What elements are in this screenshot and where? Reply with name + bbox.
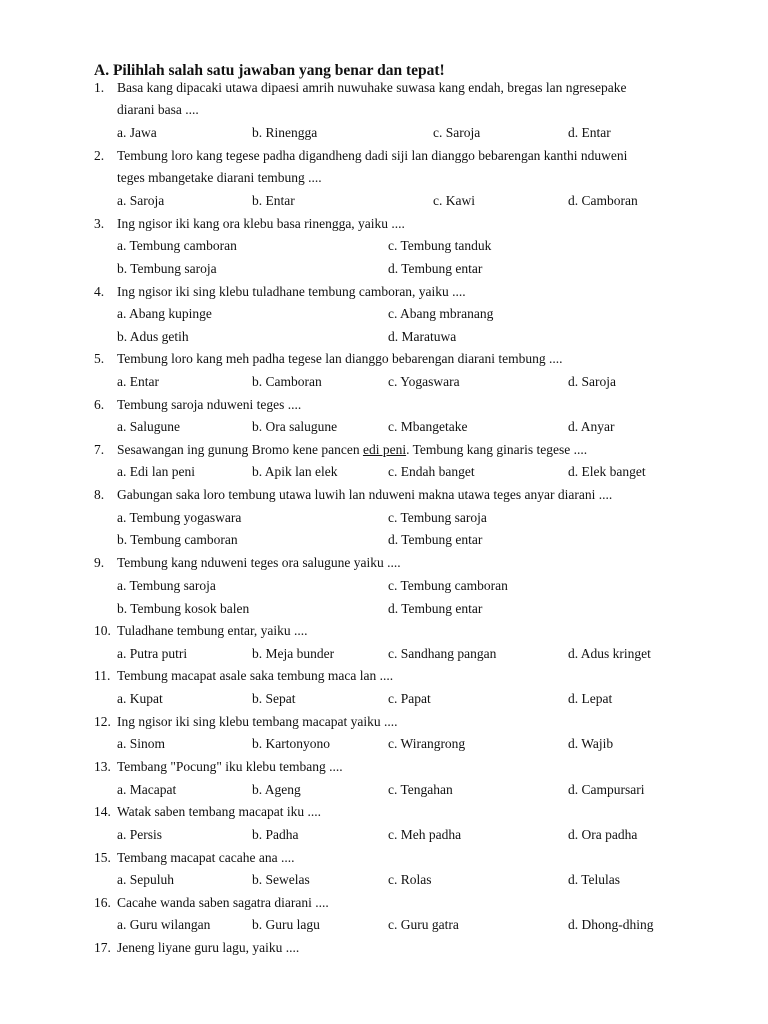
question-text: Ing ngisor iki kang ora klebu basa rinengga, yaiku .... [117, 216, 405, 231]
option-c[interactable]: c. Tembung saroja [388, 510, 487, 525]
option-b[interactable]: b. Ageng [252, 782, 301, 797]
question-text: Tembung loro kang meh padha tegese lan dianggo bebarengan diarani tembung .... [117, 351, 563, 366]
option-d[interactable]: d. Wajib [568, 736, 614, 751]
option-a[interactable]: a. Sinom [117, 736, 166, 751]
question-number: 14. [94, 804, 111, 819]
question-text: Tembung macapat asale saka tembung maca lan .... [117, 668, 394, 683]
option-a[interactable]: a. Entar [117, 374, 159, 389]
question-number: 17. [94, 940, 111, 955]
question-number: 10. [94, 623, 111, 638]
option-a[interactable]: a. Sepuluh [117, 872, 174, 887]
question-text: Watak saben tembang macapat iku .... [117, 804, 321, 819]
option-b[interactable]: b. Meja bunder [252, 646, 335, 661]
question-number: 2. [94, 148, 105, 163]
option-c[interactable]: c. Yogaswara [388, 374, 460, 389]
question-text: Ing ngisor iki sing klebu tuladhane tembung camboran, yaiku .... [117, 284, 466, 299]
question-number: 15. [94, 850, 111, 865]
question-text: Basa kang dipacaki utawa dipaesi amrih nuwuhake suwasa kang endah, bregas lan ngresepake [117, 80, 627, 95]
question-number: 6. [94, 397, 105, 412]
option-b[interactable]: b. Camboran [252, 374, 322, 389]
question-number: 16. [94, 895, 111, 910]
option-b[interactable]: b. Tembung saroja [117, 261, 217, 276]
option-b[interactable]: b. Tembung camboran [117, 532, 238, 547]
option-d[interactable]: d. Saroja [568, 374, 616, 389]
option-c[interactable]: c. Mbangetake [388, 419, 468, 434]
option-c[interactable]: c. Tengahan [388, 782, 453, 797]
option-d[interactable]: d. Tembung entar [388, 601, 483, 616]
question-number: 1. [94, 80, 105, 95]
option-a[interactable]: a. Salugune [117, 419, 180, 434]
option-b[interactable]: b. Sepat [252, 691, 296, 706]
option-b[interactable]: b. Tembung kosok balen [117, 601, 250, 616]
question-number: 4. [94, 284, 105, 299]
question-text: Gabungan saka loro tembung utawa luwih lan nduweni makna utawa teges anyar diarani .... [117, 487, 613, 502]
question-text: Sesawangan ing gunung Bromo kene pancen edi peni. Tembung kang ginaris tegese .... [117, 442, 588, 457]
option-d[interactable]: d. Elek banget [568, 464, 646, 479]
option-a[interactable]: a. Jawa [117, 125, 157, 140]
option-a[interactable]: a. Kupat [117, 691, 163, 706]
option-c[interactable]: c. Kawi [433, 193, 475, 208]
option-c[interactable]: c. Guru gatra [388, 917, 459, 932]
question-text: Ing ngisor iki sing klebu tembang macapat yaiku .... [117, 714, 398, 729]
option-b[interactable]: b. Kartonyono [252, 736, 330, 751]
option-a[interactable]: a. Tembung camboran [117, 238, 237, 253]
option-a[interactable]: a. Abang kupinge [117, 306, 212, 321]
question-number: 7. [94, 442, 105, 457]
question-text: Tembang "Pocung" iku klebu tembang .... [117, 759, 343, 774]
option-d[interactable]: d. Camboran [568, 193, 638, 208]
question-text: Tembang macapat cacahe ana .... [117, 850, 295, 865]
option-c[interactable]: c. Meh padha [388, 827, 462, 842]
option-d[interactable]: d. Maratuwa [388, 329, 457, 344]
option-d[interactable]: d. Telulas [568, 872, 621, 887]
question-text: Tembung loro kang tegese padha digandheng dadi siji lan dianggo bebarengan kanthi nduweni [117, 148, 628, 163]
option-d[interactable]: d. Tembung entar [388, 261, 483, 276]
option-c[interactable]: c. Abang mbranang [388, 306, 494, 321]
option-c[interactable]: c. Rolas [388, 872, 432, 887]
option-c[interactable]: c. Endah banget [388, 464, 475, 479]
option-d[interactable]: d. Campursari [568, 782, 645, 797]
question-number: 9. [94, 555, 105, 570]
section-title: A. Pilihlah salah satu jawaban yang benar dan tepat! [94, 62, 445, 79]
option-a[interactable]: a. Macapat [117, 782, 177, 797]
question-number: 5. [94, 351, 105, 366]
question-number: 8. [94, 487, 105, 502]
question-text: Tembung kang nduweni teges ora salugune yaiku .... [117, 555, 401, 570]
underlined-phrase: edi peni [362, 442, 407, 457]
option-d[interactable]: d. Ora padha [568, 827, 638, 842]
option-b[interactable]: b. Rinengga [252, 125, 318, 140]
option-a[interactable]: a. Putra putri [117, 646, 188, 661]
option-d[interactable]: d. Tembung entar [388, 532, 483, 547]
option-a[interactable]: a. Persis [117, 827, 162, 842]
option-b[interactable]: b. Apik lan elek [252, 464, 338, 479]
option-c[interactable]: c. Tembung tanduk [388, 238, 492, 253]
option-b[interactable]: b. Sewelas [252, 872, 310, 887]
option-a[interactable]: a. Edi lan peni [117, 464, 195, 479]
option-c[interactable]: c. Wirangrong [388, 736, 466, 751]
option-d[interactable]: d. Anyar [568, 419, 615, 434]
option-b[interactable]: b. Ora salugune [252, 419, 338, 434]
question-text: Jeneng liyane guru lagu, yaiku .... [117, 940, 300, 955]
question-text: Tembung saroja nduweni teges .... [117, 397, 302, 412]
option-d[interactable]: d. Adus kringet [568, 646, 651, 661]
option-c[interactable]: c. Tembung camboran [388, 578, 508, 593]
option-a[interactable]: a. Saroja [117, 193, 165, 208]
question-number: 13. [94, 759, 111, 774]
option-b[interactable]: b. Entar [252, 193, 295, 208]
option-b[interactable]: b. Padha [252, 827, 299, 842]
question-text: teges mbangetake diarani tembung .... [117, 170, 322, 185]
question-text: diarani basa .... [117, 102, 199, 117]
option-d[interactable]: d. Lepat [568, 691, 613, 706]
question-number: 3. [94, 216, 105, 231]
question-number: 12. [94, 714, 111, 729]
option-c[interactable]: c. Papat [388, 691, 431, 706]
option-d[interactable]: d. Dhong-dhing [568, 917, 654, 932]
question-text: Tuladhane tembung entar, yaiku .... [117, 623, 308, 638]
option-a[interactable]: a. Tembung yogaswara [117, 510, 242, 525]
option-b[interactable]: b. Guru lagu [252, 917, 320, 932]
option-c[interactable]: c. Saroja [433, 125, 481, 140]
option-c[interactable]: c. Sandhang pangan [388, 646, 497, 661]
option-b[interactable]: b. Adus getih [117, 329, 189, 344]
question-text: Cacahe wanda saben sagatra diarani .... [117, 895, 329, 910]
option-a[interactable]: a. Guru wilangan [117, 917, 211, 932]
option-a[interactable]: a. Tembung saroja [117, 578, 216, 593]
question-number: 11. [94, 668, 111, 683]
option-d[interactable]: d. Entar [568, 125, 611, 140]
